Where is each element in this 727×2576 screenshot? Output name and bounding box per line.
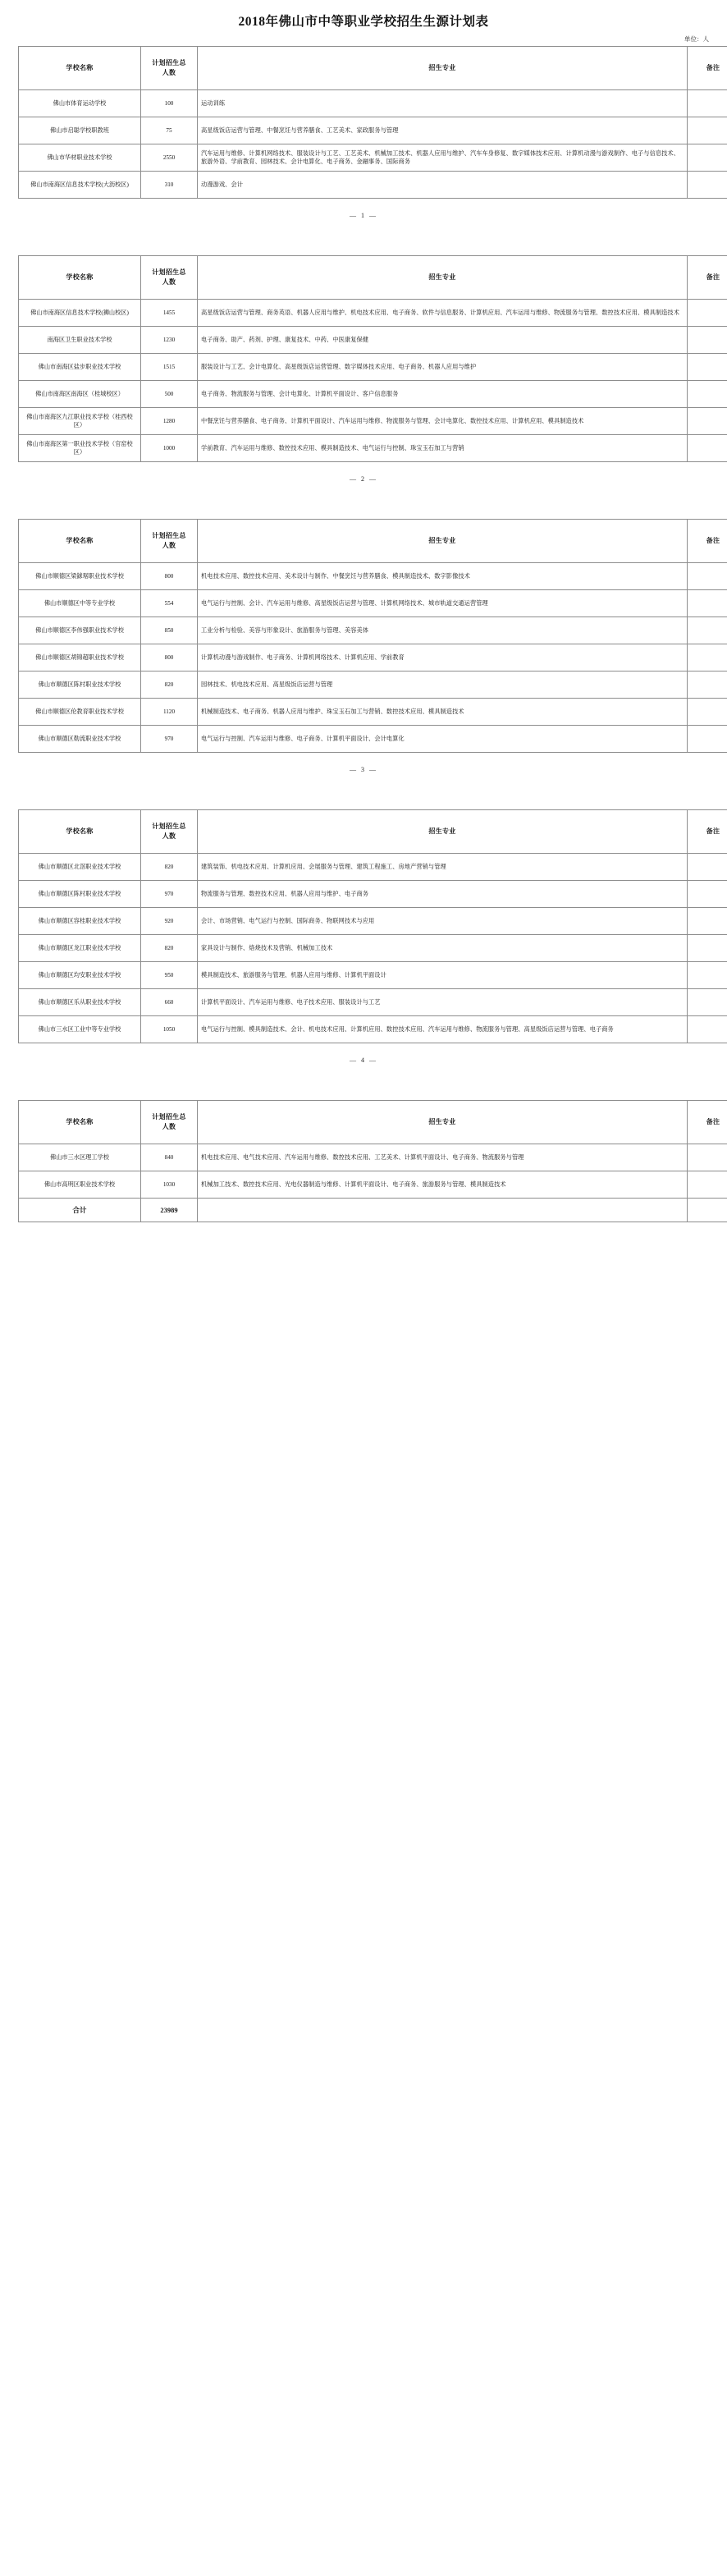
cell-school-name: 南海区卫生职业技术学校 — [19, 327, 141, 354]
cell-planned-enrollment: 970 — [141, 726, 198, 753]
cell-majors: 电气运行与控制、会计、汽车运用与维修、高星级饭店运营与管理、计算机网络技术、城市轨道交通运营管理 — [198, 590, 688, 617]
cell-planned-enrollment: 554 — [141, 590, 198, 617]
table-row — [19, 881, 727, 908]
cell-majors: 机电技术应用、电气技术应用、汽车运用与维修、数控技术应用、工艺美术、计算机平面设计、电子商务、物流服务与管理 — [198, 1144, 688, 1171]
cell-school-name: 佛山市顺德区中等专业学校 — [19, 590, 141, 617]
cell-planned-enrollment: 500 — [141, 381, 198, 408]
table-row — [19, 435, 727, 462]
cell-planned-enrollment: 820 — [141, 672, 198, 699]
cell-remark — [688, 90, 727, 117]
cell-planned-enrollment: 840 — [141, 1144, 198, 1171]
cell-remark — [688, 854, 727, 881]
cell-planned-enrollment: 950 — [141, 962, 198, 989]
table-row — [19, 563, 727, 590]
cell-remark — [688, 1016, 727, 1043]
cell-remark — [688, 327, 727, 354]
cell-remark — [688, 172, 727, 199]
enrollment-plan-table — [18, 46, 727, 199]
cell-remark — [688, 644, 727, 672]
cell-school-name: 佛山市顺德区胡锦超职业技术学校 — [19, 644, 141, 672]
enrollment-plan-table — [18, 1100, 727, 1222]
column-header-major: 招生专业 — [198, 1101, 688, 1144]
cell-planned-enrollment: 850 — [141, 617, 198, 644]
cell-school-name: 佛山市顺德区李伟强职业技术学校 — [19, 617, 141, 644]
column-header-note: 备注 — [688, 47, 727, 90]
cell-planned-enrollment: 1280 — [141, 408, 198, 435]
cell-majors: 高星级饭店运营与管理、中餐烹饪与营养膳食、工艺美术、家政服务与管理 — [198, 117, 688, 144]
cell-majors: 建筑装饰、机电技术应用、计算机应用、会展服务与管理、建筑工程施工、房地产营销与管理 — [198, 854, 688, 881]
cell-school-name: 佛山市顺德区容桂职业技术学校 — [19, 908, 141, 935]
table-row — [19, 1016, 727, 1043]
cell-planned-enrollment: 1000 — [141, 435, 198, 462]
column-header-school: 学校名称 — [19, 256, 141, 300]
cell-majors: 家具设计与制作、烙烧技术及营销、机械加工技术 — [198, 935, 688, 962]
cell-majors: 运动训练 — [198, 90, 688, 117]
column-header-school: 学校名称 — [19, 47, 141, 90]
cell-majors: 中餐烹饪与营养膳食、电子商务、计算机平面设计、汽车运用与维修、物流服务与管理、会计电算化、数控技术应用、计算机应用、模具制造技术 — [198, 408, 688, 435]
cell-remark — [688, 381, 727, 408]
table-row — [19, 300, 727, 327]
table-row — [19, 327, 727, 354]
table-row — [19, 408, 727, 435]
cell-school-name: 佛山市顺德区陈村职业技术学校 — [19, 672, 141, 699]
enrollment-plan-table — [18, 809, 727, 1043]
cell-planned-enrollment: 1030 — [141, 1171, 198, 1199]
cell-remark — [688, 989, 727, 1016]
table-header-row — [19, 1101, 727, 1144]
table-total-row — [19, 1199, 727, 1222]
cell-remark — [688, 726, 727, 753]
cell-school-name: 佛山市南海区信息技术学校(狮山校区) — [19, 300, 141, 327]
cell-school-name: 佛山市体育运动学校 — [19, 90, 141, 117]
table-row — [19, 90, 727, 117]
page-title: 2018年佛山市中等职业学校招生生源计划表 — [238, 15, 489, 29]
cell-school-name: 佛山市南海区南海区（桂城校区） — [19, 381, 141, 408]
cell-school-name: 佛山市南海区盐步职业技术学校 — [19, 354, 141, 381]
cell-remark — [688, 935, 727, 962]
table-row — [19, 381, 727, 408]
cell-majors: 电气运行与控制、汽车运用与维修、电子商务、计算机平面设计、会计电算化 — [198, 726, 688, 753]
table-page-block — [0, 46, 727, 199]
table-page-block — [0, 255, 727, 462]
table-header-row — [19, 520, 727, 563]
cell-majors: 高星级饭店运营与管理、商务英语、机器人应用与维护、机电技术应用、电子商务、软件与信息服务、计算机应用、汽车运用与维修、物流服务与管理、数控技术应用、模具制造技术 — [198, 300, 688, 327]
cell-majors: 计算机动漫与游戏制作、电子商务、计算机网络技术、计算机应用、学前教育 — [198, 644, 688, 672]
cell-majors: 工业分析与检验、美容与形象设计、旅游服务与管理、美容美体 — [198, 617, 688, 644]
cell-planned-enrollment: 1515 — [141, 354, 198, 381]
cell-remark — [688, 881, 727, 908]
cell-school-name: 佛山市南海区第一职业技术学校（官窑校区） — [19, 435, 141, 462]
page-number-marker: — 4 — — [350, 1057, 377, 1064]
cell-planned-enrollment: 970 — [141, 881, 198, 908]
cell-planned-enrollment: 75 — [141, 117, 198, 144]
cell-majors: 汽车运用与维修、计算机网络技术、服装设计与工艺、工艺美术、机械加工技术、机器人应用与维护、汽车车身修复、数字媒体技术应用、计算机动漫与游戏制作、电子与信息技术、旅游外语、学前教育、园林技术、会计电算化、电子商务、金融事务、国际商务 — [198, 144, 688, 172]
table-row — [19, 1144, 727, 1171]
cell-school-name: 佛山市南海区九江职业技术学校（桂西校区） — [19, 408, 141, 435]
column-header-note: 备注 — [688, 520, 727, 563]
table-row — [19, 935, 727, 962]
cell-school-name: 佛山市顺德区龙江职业技术学校 — [19, 935, 141, 962]
column-header-major: 招生专业 — [198, 47, 688, 90]
cell-majors: 服装设计与工艺、会计电算化、高星级饭店运营管理、数字媒体技术应用、电子商务、机器人应用与维护 — [198, 354, 688, 381]
column-header-count: 计划招生总 人数 — [141, 256, 198, 300]
cell-majors: 机械加工技术、数控技术应用、光电仪器制造与维修、计算机平面设计、电子商务、旅游服务与管理、模具制造技术 — [198, 1171, 688, 1199]
cell-planned-enrollment: 2550 — [141, 144, 198, 172]
cell-majors: 机电技术应用、数控技术应用、美术设计与制作、中餐烹饪与营养膳食、模具制造技术、数字影像技术 — [198, 563, 688, 590]
column-header-count: 计划招生总 人数 — [141, 520, 198, 563]
cell-remark — [688, 1144, 727, 1171]
table-row — [19, 1171, 727, 1199]
cell-majors: 物流服务与管理、数控技术应用、机器人应用与维护、电子商务 — [198, 881, 688, 908]
cell-majors: 会计、市场营销、电气运行与控制、国际商务、物联网技术与应用 — [198, 908, 688, 935]
cell-remark — [688, 699, 727, 726]
cell-remark — [688, 408, 727, 435]
cell-school-name: 佛山市高明区职业技术学校 — [19, 1171, 141, 1199]
table-page-block — [0, 1100, 727, 1222]
column-header-major: 招生专业 — [198, 520, 688, 563]
table-row — [19, 617, 727, 644]
cell-remark — [688, 962, 727, 989]
page-break-gap — [0, 1064, 727, 1100]
cell-majors: 机械制造技术、电子商务、机器人应用与维护、珠宝玉石加工与营销、数控技术应用、模具制造技术 — [198, 699, 688, 726]
cell-school-name: 佛山市三水区工业中等专业学校 — [19, 1016, 141, 1043]
page-break-gap — [0, 219, 727, 255]
total-value: 23989 — [141, 1199, 198, 1222]
table-header-row — [19, 256, 727, 300]
cell-planned-enrollment: 820 — [141, 935, 198, 962]
cell-school-name: 佛山市顺德区陈村职业技术学校 — [19, 881, 141, 908]
table-row — [19, 644, 727, 672]
cell-planned-enrollment: 920 — [141, 908, 198, 935]
cell-planned-enrollment: 800 — [141, 563, 198, 590]
table-row — [19, 854, 727, 881]
cell-remark — [688, 354, 727, 381]
table-row — [19, 962, 727, 989]
cell-planned-enrollment: 660 — [141, 989, 198, 1016]
table-row — [19, 672, 727, 699]
table-row — [19, 590, 727, 617]
table-row — [19, 117, 727, 144]
column-header-count: 计划招生总 人数 — [141, 47, 198, 90]
table-row — [19, 172, 727, 199]
cell-school-name: 佛山市顺德区勒流职业技术学校 — [19, 726, 141, 753]
cell-school-name: 佛山市顺德区北滘职业技术学校 — [19, 854, 141, 881]
table-row — [19, 354, 727, 381]
cell-remark — [688, 144, 727, 172]
cell-school-name: 佛山市顺德区均安职业技术学校 — [19, 962, 141, 989]
cell-remark — [688, 117, 727, 144]
table-page-block — [0, 519, 727, 753]
cell-planned-enrollment: 100 — [141, 90, 198, 117]
table-page-block — [0, 809, 727, 1043]
page-number-marker: — 1 — — [350, 212, 377, 219]
cell-majors: 电子商务、物流服务与管理、会计电算化、计算机平面设计、客户信息服务 — [198, 381, 688, 408]
column-header-school: 学校名称 — [19, 810, 141, 854]
table-row — [19, 726, 727, 753]
document-root — [0, 0, 727, 1222]
table-row — [19, 989, 727, 1016]
column-header-count: 计划招生总 人数 — [141, 1101, 198, 1144]
cell-school-name: 佛山市南海区信息技术学校(大沥校区) — [19, 172, 141, 199]
total-remark-empty — [688, 1199, 727, 1222]
column-header-count: 计划招生总 人数 — [141, 810, 198, 854]
cell-school-name: 佛山市三水区理工学校 — [19, 1144, 141, 1171]
cell-planned-enrollment: 820 — [141, 854, 198, 881]
table-row — [19, 699, 727, 726]
column-header-school: 学校名称 — [19, 520, 141, 563]
enrollment-plan-table — [18, 519, 727, 753]
cell-majors: 动漫游戏、会计 — [198, 172, 688, 199]
cell-school-name: 佛山市华材职业技术学校 — [19, 144, 141, 172]
table-header-row — [19, 810, 727, 854]
cell-planned-enrollment: 1120 — [141, 699, 198, 726]
cell-majors: 园林技术、机电技术应用、高星级饭店运营与管理 — [198, 672, 688, 699]
unit-note: 单位：人 — [684, 35, 709, 43]
cell-planned-enrollment: 1050 — [141, 1016, 198, 1043]
cell-school-name: 佛山市顺德区梁銶琚职业技术学校 — [19, 563, 141, 590]
total-label: 合计 — [19, 1199, 141, 1222]
table-row — [19, 144, 727, 172]
column-header-major: 招生专业 — [198, 810, 688, 854]
page-number-marker: — 3 — — [350, 766, 377, 773]
column-header-note: 备注 — [688, 256, 727, 300]
cell-school-name: 佛山市启聪学校职教班 — [19, 117, 141, 144]
column-header-school: 学校名称 — [19, 1101, 141, 1144]
cell-remark — [688, 1171, 727, 1199]
page-break-gap — [0, 483, 727, 519]
column-header-note: 备注 — [688, 810, 727, 854]
cell-remark — [688, 908, 727, 935]
enrollment-plan-table — [18, 255, 727, 462]
cell-majors: 计算机平面设计、汽车运用与维修、电子技术应用、服装设计与工艺 — [198, 989, 688, 1016]
cell-planned-enrollment: 1455 — [141, 300, 198, 327]
cell-majors: 电气运行与控制、模具制造技术、会计、机电技术应用、计算机应用、数控技术应用、汽车运用与维修、物流服务与管理、高星级饭店运营与管理、电子商务 — [198, 1016, 688, 1043]
table-row — [19, 908, 727, 935]
cell-school-name: 佛山市顺德区伦教育职业技术学校 — [19, 699, 141, 726]
cell-remark — [688, 590, 727, 617]
tables-host — [0, 46, 727, 1222]
cell-majors: 模具制造技术、旅游服务与管理、机器人应用与维修、计算机平面设计 — [198, 962, 688, 989]
cell-remark — [688, 617, 727, 644]
cell-remark — [688, 563, 727, 590]
cell-planned-enrollment: 1230 — [141, 327, 198, 354]
cell-remark — [688, 672, 727, 699]
cell-school-name: 佛山市顺德区乐从职业技术学校 — [19, 989, 141, 1016]
cell-majors: 学前教育、汽车运用与维修、数控技术应用、模具制造技术、电气运行与控制、珠宝玉石加工与营销 — [198, 435, 688, 462]
column-header-major: 招生专业 — [198, 256, 688, 300]
cell-majors: 电子商务、助产、药剂、护理、康复技术、中药、中医康复保健 — [198, 327, 688, 354]
cell-planned-enrollment: 800 — [141, 644, 198, 672]
column-header-note: 备注 — [688, 1101, 727, 1144]
cell-planned-enrollment: 310 — [141, 172, 198, 199]
total-majors-empty — [198, 1199, 688, 1222]
cell-remark — [688, 435, 727, 462]
cell-remark — [688, 300, 727, 327]
page-break-gap — [0, 773, 727, 809]
page-number-marker: — 2 — — [350, 475, 377, 483]
table-header-row — [19, 47, 727, 90]
